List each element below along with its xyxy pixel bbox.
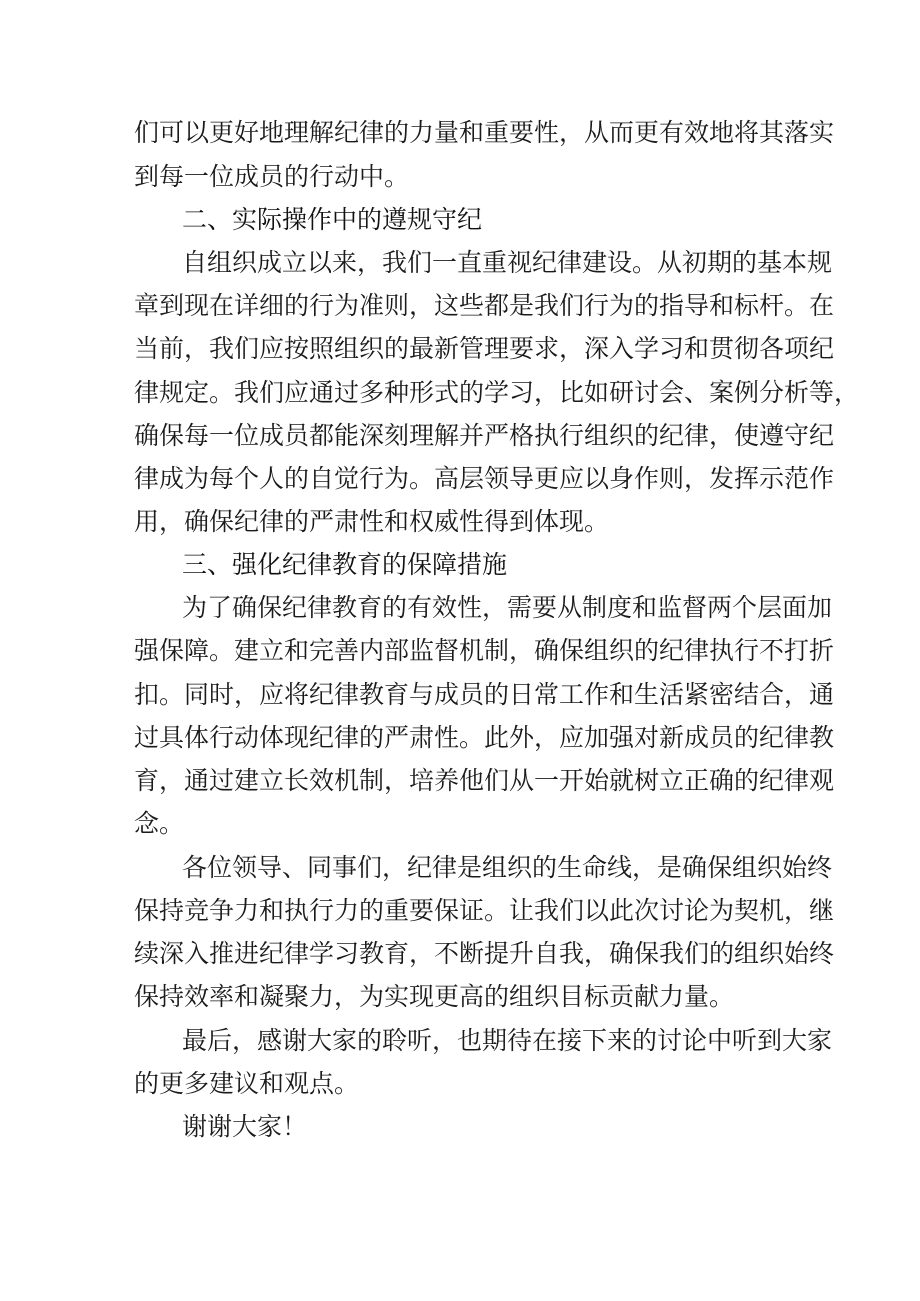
section-heading: 二、实际操作中的遵规守纪: [182, 205, 483, 234]
text-line: 到每一位成员的行动中。: [134, 162, 410, 191]
text-line: 最后，感谢大家的聆听，也期待在接下来的讨论中听到大家: [182, 1026, 833, 1055]
text-line: 强保障。建立和完善内部监督机制，确保组织的纪律执行不打折: [134, 636, 835, 665]
text-line: 当前，我们应按照组织的最新管理要求，深入学习和贯彻各项纪: [134, 334, 835, 363]
text-line: 过具体行动体现纪律的严肃性。此外，应加强对新成员的纪律教: [134, 723, 835, 752]
text-line: 确保每一位成员都能深刻理解并严格执行组织的纪律，使遵守纪: [134, 421, 835, 450]
text-line: 律成为每个人的自觉行为。高层领导更应以身作则，发挥示范作: [134, 464, 835, 493]
text-line: 育，通过建立长效机制，培养他们从一开始就树立正确的纪律观: [134, 766, 835, 795]
text-line: 保持效率和凝聚力，为实现更高的组织目标贡献力量。: [134, 982, 735, 1011]
text-line: 为了确保纪律教育的有效性，需要从制度和监督两个层面加: [182, 593, 833, 622]
text-line: 自组织成立以来，我们一直重视纪律建设。从初期的基本规: [182, 248, 833, 277]
section-heading: 三、强化纪律教育的保障措施: [182, 550, 508, 579]
text-line: 保持竞争力和执行力的重要保证。让我们以此次讨论为契机，继: [134, 896, 835, 925]
text-line: 各位领导、同事们，纪律是组织的生命线，是确保组织始终: [182, 853, 833, 882]
text-line: 续深入推进纪律学习教育，不断提升自我，确保我们的组织始终: [134, 939, 835, 968]
text-line: 的更多建议和观点。: [134, 1069, 360, 1098]
text-line: 念。: [134, 809, 185, 838]
text-line: 扣。同时，应将纪律教育与成员的日常工作和生活紧密结合，通: [134, 680, 835, 709]
text-line: 用，确保纪律的严肃性和权威性得到体现。: [134, 507, 610, 536]
text-line: 章到现在详细的行为准则，这些都是我们行为的指导和标杆。在: [134, 291, 835, 320]
text-line: 律规定。我们应通过多种形式的学习，比如研讨会、案例分析等，: [134, 378, 860, 407]
text-line: 谢谢大家！: [182, 1112, 308, 1141]
text-line: 们可以更好地理解纪律的力量和重要性，从而更有效地将其落实: [134, 118, 835, 147]
